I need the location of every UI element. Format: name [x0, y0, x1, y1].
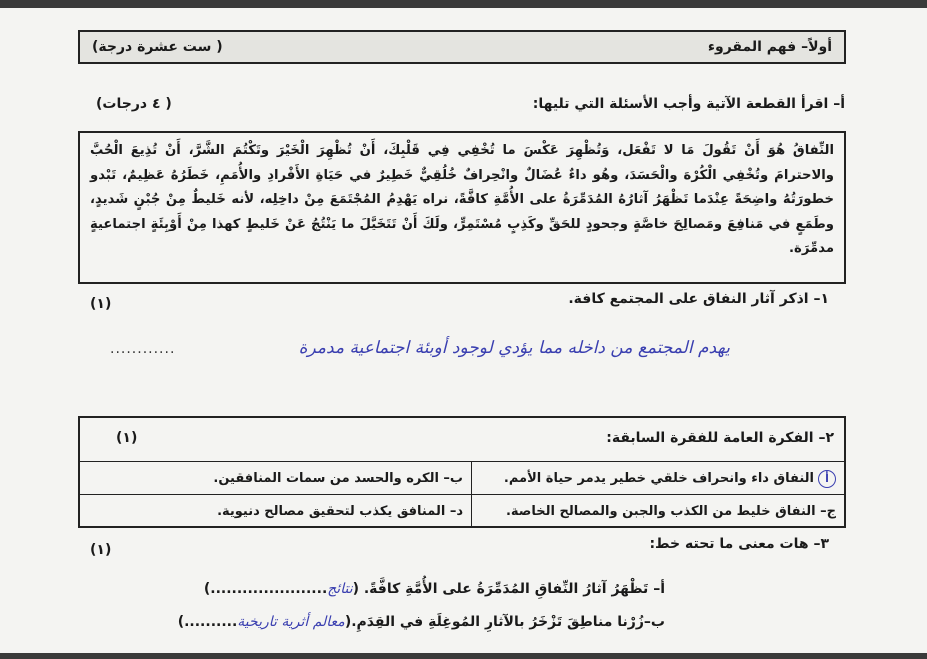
question-1-handwritten-answer: يهدم المجتمع من داخله مما يؤدي لوجود أوبئة اجتماعية مدمرة: [298, 338, 730, 358]
bottom-scan-edge: [0, 653, 927, 659]
options-row-1: [80, 462, 844, 495]
option-a-text: النفاق داء وانحراف خلقي خطير يدمر حياة الأمم.: [503, 471, 814, 486]
question-2-header: [80, 418, 844, 462]
part-a-instruction: أ– اقرأ القطعة الآتية وأجب الأسئلة التي تليها:: [532, 96, 845, 112]
question-2-text: ٢– الفكرة العامة للفقرة السابقة:: [606, 430, 834, 446]
section-score: ( ست عشرة درجة): [92, 39, 223, 55]
question-3a-handwritten-answer: نتائج: [327, 581, 353, 597]
option-d[interactable]: [80, 495, 472, 528]
reading-passage: النِّفاقُ هُوَ أَنْ تَقُولَ مَا لا تَفْعَل، وَتُظْهِرَ عَكْسَ ما تُخْفِي فِي قَلْبِكَ، أَنْ تُظْهِرَ الْخَيْرَ وتَكْتُمَ الشَّرَّ، أَنْ تُذِيعَ الْحُبَّ والاحترامَ وتُخْفِي الْكُرْهَ والْحَسَدَ، وهُو داءٌ عُضَالٌ وانْحِرافٌ خُلُقِيٌّ خَطِيرٌ في حَيَاةِ الأَفْرادِ والأُمَمِ، خَطَرُهُ عَظِيمٌ، تَبْدو خطورَتُهُ واضِحَةً عِنْدَما تَظْهَرُ آثارُهُ المُدَمِّرَةُ على الأُمَّةِ كافَّةً، نراه يَهْدِمُ المُجْتَمَعَ مِنْ داخِلِه، لأنه خَليطٌ مِنْ جُبْنٍ شَديدٍ، وطَمَعٍ في مَنافِعَ ومَصالِحَ خاصَّةٍ وجحودٍ للحَقِّ وكَذِبٍ مُسْتَمِرٍّ، ولَكَ أَنْ تَتَخَيَّلَ ما يَنْتُجُ عَنْ خَليطٍ كهذا مِنْ أَوْبِئَةٍ اجتماعيةٍ مدمِّرَة.: [78, 131, 846, 284]
question-3b-suffix: ..........): [177, 614, 238, 630]
option-b-text: ب– الكره والحسد من سمات المنافقين.: [213, 471, 463, 486]
option-d-text: د– المنافق يكذب لتحقيق مصالح دنيوية.: [217, 504, 463, 519]
option-c-text: ج– النفاق خليط من الكذب والجبن والمصالح الخاصة.: [505, 504, 836, 519]
question-1-dotted-line: ............: [110, 341, 176, 357]
section-header: [78, 30, 846, 64]
question-3-text: ٣– هات معنى ما تحته خط:: [649, 536, 829, 552]
question-3b-prefix: ب–زُرْنا مناطِقَ تَزْخَرُ بالآثارِ المُوغِلَةِ في القِدَمِ.(: [344, 614, 665, 630]
options-row-2: [80, 495, 844, 528]
question-2-score: (١): [116, 430, 138, 446]
option-a-circle-mark: أ: [818, 470, 836, 488]
question-3a-suffix: ......................): [203, 581, 328, 597]
question-1-text: ١– اذكر آثار النفاق على المجتمع كافة.: [568, 291, 829, 307]
question-1-score: (١): [90, 296, 112, 312]
part-a-score: ( ٤ درجات): [96, 96, 172, 112]
question-3-score: (١): [90, 542, 112, 558]
top-scan-edge: [0, 0, 927, 8]
question-3b-line: [178, 614, 665, 630]
option-a[interactable]: [468, 462, 844, 495]
question-3a-prefix: أ– تَظْهَرُ آثارُ النِّفاقِ المُدَمِّرَةُ على الأُمَّةِ كافَّةً. (: [352, 581, 665, 597]
question-3b-handwritten-answer: معالم أثرية تاريخية: [237, 614, 345, 630]
section-title: أولاً– فهم المقروء: [707, 39, 832, 55]
option-b[interactable]: [80, 462, 472, 495]
question-3a-line: [204, 581, 665, 597]
question-2-box: [78, 416, 846, 528]
option-c[interactable]: [468, 495, 844, 528]
